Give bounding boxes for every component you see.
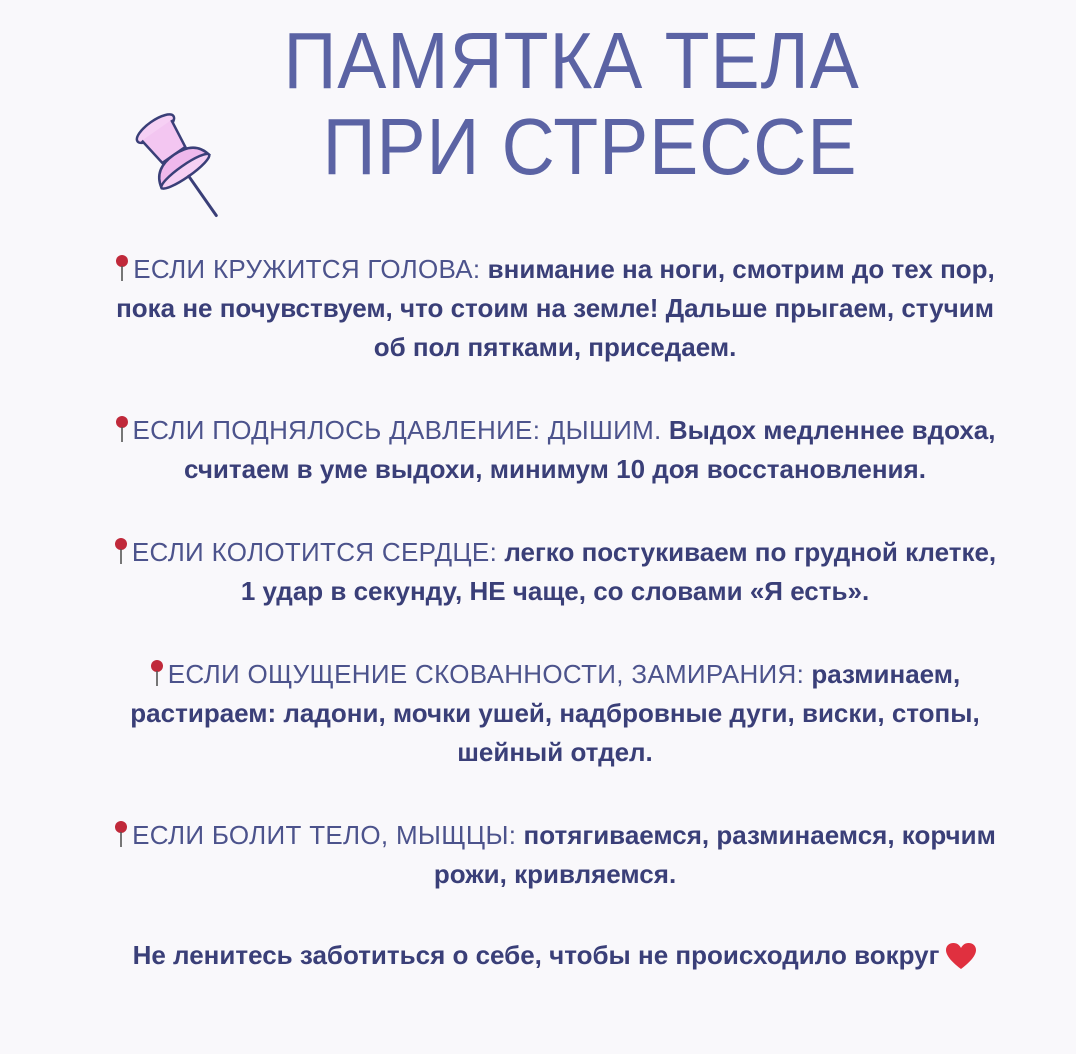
tip-heartbeat: [110, 533, 1000, 611]
title-line-2: ПРИ СТРЕССЕ: [322, 102, 858, 191]
pin-marker-icon: [114, 820, 128, 848]
tip-text: разминаем, растираем: ладони, мочки ушей, надбровные дуги, виски, стопы, шейный отдел.: [130, 659, 980, 767]
tip-heading: ЕСЛИ БОЛИТ ТЕЛО, МЫЩЦЫ:: [132, 820, 517, 850]
tip-text: легко постукиваем по грудной клетке, 1 удар в секунду, НЕ чаще, со словами «Я есть».: [240, 537, 997, 606]
tip-text: Выдох медленнее вдоха, считаем в уме выдохи, минимум 10 доя восстановления.: [184, 415, 996, 484]
pin-marker-icon: [114, 537, 128, 565]
pin-marker-icon: [115, 415, 129, 443]
tip-stiffness: [110, 655, 1000, 772]
tip-heading: ЕСЛИ КОЛОТИТСЯ СЕРДЦЕ:: [131, 537, 498, 567]
pin-marker-icon: [150, 659, 164, 687]
tip-dizziness: [110, 250, 1000, 367]
tip-heading: ЕСЛИ ОЩУЩЕНИЕ СКОВАННОСТИ, ЗАМИРАНИЯ:: [167, 659, 805, 689]
footer-note: [110, 936, 1000, 975]
heart-icon: [945, 942, 977, 970]
footer-text: Не ленитесь заботиться о себе, чтобы не происходило вокруг: [132, 940, 940, 970]
tip-text: потягиваемся, разминаемся, корчим рожи, кривляемся.: [433, 820, 996, 889]
stress-tips: [110, 250, 1000, 975]
page-title: [268, 18, 875, 190]
tip-pressure: [110, 411, 1000, 489]
tip-heading: ЕСЛИ КРУЖИТСЯ ГОЛОВА:: [133, 254, 481, 284]
tip-body-pain: [110, 816, 1000, 894]
pin-marker-icon: [115, 254, 129, 282]
tip-heading: ЕСЛИ ПОДНЯЛОСЬ ДАВЛЕНИЕ: ДЫШИМ.: [132, 415, 662, 445]
tip-text: внимание на ноги, смотрим до тех пор, пока не почувствуем, что стоим на земле! Дальше прыгаем, стучим об пол пятками, приседаем.: [116, 254, 995, 362]
title-line-1: ПАМЯТКА ТЕЛА: [283, 16, 860, 105]
pushpin-icon: [128, 108, 238, 238]
